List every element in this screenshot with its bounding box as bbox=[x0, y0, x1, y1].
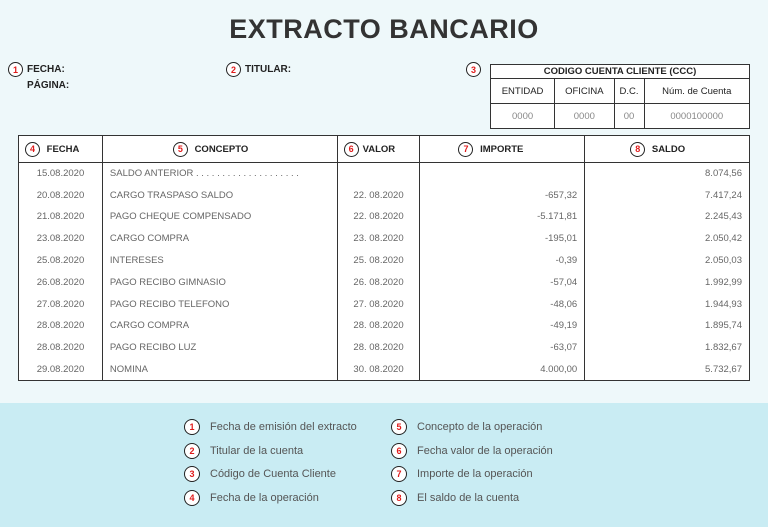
marker-1-icon: 1 bbox=[184, 419, 200, 435]
marker-2-icon: 2 bbox=[226, 62, 241, 77]
legend-text: Fecha valor de la operación bbox=[417, 444, 553, 457]
valor-cell: 30. 08.2020 bbox=[337, 359, 420, 381]
concepto-cell: PAGO RECIBO GIMNASIO bbox=[102, 271, 337, 293]
legend-item bbox=[184, 419, 357, 435]
marker-8-icon: 8 bbox=[391, 490, 407, 506]
marker-7-icon: 7 bbox=[458, 142, 473, 157]
importe-cell: -0,39 bbox=[420, 250, 585, 272]
legend-item bbox=[391, 466, 533, 482]
ccc-table bbox=[490, 64, 750, 129]
titular-text: TITULAR: bbox=[245, 64, 292, 75]
header-text: FECHA bbox=[46, 143, 80, 155]
legend-text: Código de Cuenta Cliente bbox=[210, 468, 336, 480]
table-row bbox=[19, 293, 750, 315]
marker-7-icon: 7 bbox=[391, 466, 407, 482]
valor-cell: 25. 08.2020 bbox=[337, 250, 420, 272]
pagina-label: PÁGINA: bbox=[27, 80, 70, 91]
legend-text: Titular de la cuenta bbox=[210, 444, 304, 457]
transactions-table bbox=[18, 135, 750, 381]
importe-cell: -63,07 bbox=[420, 337, 585, 359]
saldo-cell: 1.992,99 bbox=[585, 271, 750, 293]
page-title: EXTRACTO BANCARIO bbox=[229, 14, 539, 44]
valor-cell: 28. 08.2020 bbox=[337, 315, 420, 337]
valor-cell: 22. 08.2020 bbox=[337, 206, 420, 228]
table-row bbox=[19, 359, 750, 381]
valor-cell: 22. 08.2020 bbox=[337, 184, 420, 206]
header-valor bbox=[337, 136, 420, 163]
fecha-label bbox=[8, 62, 65, 77]
concepto-cell: INTERESES bbox=[102, 250, 337, 272]
valor-cell: 27. 08.2020 bbox=[337, 293, 420, 315]
fecha-cell: 25.08.2020 bbox=[19, 250, 103, 272]
legend-text: El saldo de la cuenta bbox=[417, 491, 520, 504]
header-importe bbox=[420, 136, 585, 163]
header-text: VALOR bbox=[362, 143, 396, 155]
importe-cell: -195,01 bbox=[420, 228, 585, 250]
table-row bbox=[19, 228, 750, 250]
valor-cell: 23. 08.2020 bbox=[337, 228, 420, 250]
header-saldo bbox=[585, 136, 750, 163]
table-row bbox=[19, 337, 750, 359]
table-row bbox=[19, 315, 750, 337]
marker-2-icon: 2 bbox=[184, 443, 200, 459]
ccc-value: 0000100000 bbox=[644, 104, 749, 129]
saldo-cell: 5.732,67 bbox=[585, 359, 750, 381]
marker-5-icon: 5 bbox=[391, 419, 407, 435]
concepto-cell: SALDO ANTERIOR . . . . . . . . . . . . . . . . . . . . bbox=[102, 163, 337, 185]
marker-1-icon: 1 bbox=[8, 62, 23, 77]
concepto-cell: NOMINA bbox=[102, 359, 337, 381]
concepto-cell: PAGO RECIBO LUZ bbox=[102, 337, 337, 359]
importe-cell: -5.171,81 bbox=[420, 206, 585, 228]
fecha-cell: 20.08.2020 bbox=[19, 184, 103, 206]
concepto-cell: CARGO COMPRA bbox=[102, 315, 337, 337]
fecha-cell: 23.08.2020 bbox=[19, 228, 103, 250]
fecha-cell: 28.08.2020 bbox=[19, 337, 103, 359]
concepto-cell: CARGO COMPRA bbox=[102, 228, 337, 250]
saldo-cell: 2.050,03 bbox=[585, 250, 750, 272]
ccc-title: CODIGO CUENTA CLIENTE (CCC) bbox=[491, 65, 750, 79]
concepto-cell: CARGO TRASPASO SALDO bbox=[102, 184, 337, 206]
header-text: SALDO bbox=[651, 143, 686, 155]
ccc-value: 0000 bbox=[555, 104, 614, 129]
marker-4-icon: 4 bbox=[25, 142, 40, 157]
ccc-value: 0000 bbox=[491, 104, 555, 129]
legend-item bbox=[391, 419, 542, 435]
header-text: IMPORTE bbox=[480, 143, 524, 155]
legend-text: Concepto de la operación bbox=[417, 421, 543, 433]
header-text: CONCEPTO bbox=[194, 143, 249, 155]
saldo-cell: 2.050,42 bbox=[585, 228, 750, 250]
ccc-value: 00 bbox=[614, 104, 644, 129]
table-row bbox=[19, 271, 750, 293]
legend-text: Fecha de la operación bbox=[210, 491, 319, 504]
titular-label bbox=[226, 62, 291, 77]
concepto-cell: PAGO CHEQUE COMPENSADO bbox=[102, 206, 337, 228]
header-fecha bbox=[19, 136, 103, 163]
saldo-cell: 7.417,24 bbox=[585, 184, 750, 206]
valor-cell: 26. 08.2020 bbox=[337, 271, 420, 293]
importe-cell: 4.000,00 bbox=[420, 359, 585, 381]
marker-4-icon: 4 bbox=[184, 490, 200, 506]
fecha-cell: 26.08.2020 bbox=[19, 271, 103, 293]
legend-band bbox=[0, 403, 768, 527]
legend-item bbox=[184, 443, 303, 459]
table-row bbox=[19, 163, 750, 185]
legend-text: Importe de la operación bbox=[417, 468, 533, 480]
legend-item bbox=[184, 466, 336, 482]
importe-cell bbox=[420, 163, 585, 185]
saldo-cell: 1.832,67 bbox=[585, 337, 750, 359]
valor-cell bbox=[337, 163, 420, 185]
fecha-cell: 28.08.2020 bbox=[19, 315, 103, 337]
importe-cell: -48,06 bbox=[420, 293, 585, 315]
table-row bbox=[19, 206, 750, 228]
importe-cell: -657,32 bbox=[420, 184, 585, 206]
marker-6-icon: 6 bbox=[391, 443, 407, 459]
marker-3-icon: 3 bbox=[466, 62, 481, 77]
legend-item bbox=[391, 490, 519, 506]
fecha-text: FECHA: bbox=[27, 64, 65, 75]
fecha-cell: 15.08.2020 bbox=[19, 163, 103, 185]
ccc-marker bbox=[466, 62, 485, 77]
legend-text: Fecha de emisión del extracto bbox=[210, 421, 357, 433]
header-concepto bbox=[102, 136, 337, 163]
ccc-header: OFICINA bbox=[555, 79, 614, 104]
table-row bbox=[19, 184, 750, 206]
marker-6-icon: 6 bbox=[344, 142, 359, 157]
saldo-cell: 8.074,56 bbox=[585, 163, 750, 185]
importe-cell: -57,04 bbox=[420, 271, 585, 293]
ccc-header: ENTIDAD bbox=[491, 79, 555, 104]
importe-cell: -49,19 bbox=[420, 315, 585, 337]
saldo-cell: 1.944,93 bbox=[585, 293, 750, 315]
saldo-cell: 2.245,43 bbox=[585, 206, 750, 228]
table-row bbox=[19, 250, 750, 272]
ccc-header: D.C. bbox=[614, 79, 644, 104]
marker-5-icon: 5 bbox=[173, 142, 188, 157]
fecha-cell: 29.08.2020 bbox=[19, 359, 103, 381]
marker-8-icon: 8 bbox=[630, 142, 645, 157]
marker-3-icon: 3 bbox=[184, 466, 200, 482]
fecha-cell: 27.08.2020 bbox=[19, 293, 103, 315]
concepto-cell: PAGO RECIBO TELEFONO bbox=[102, 293, 337, 315]
legend-item bbox=[391, 443, 553, 459]
legend-item bbox=[184, 490, 319, 506]
ccc-header: Núm. de Cuenta bbox=[644, 79, 749, 104]
valor-cell: 28. 08.2020 bbox=[337, 337, 420, 359]
saldo-cell: 1.895,74 bbox=[585, 315, 750, 337]
fecha-cell: 21.08.2020 bbox=[19, 206, 103, 228]
